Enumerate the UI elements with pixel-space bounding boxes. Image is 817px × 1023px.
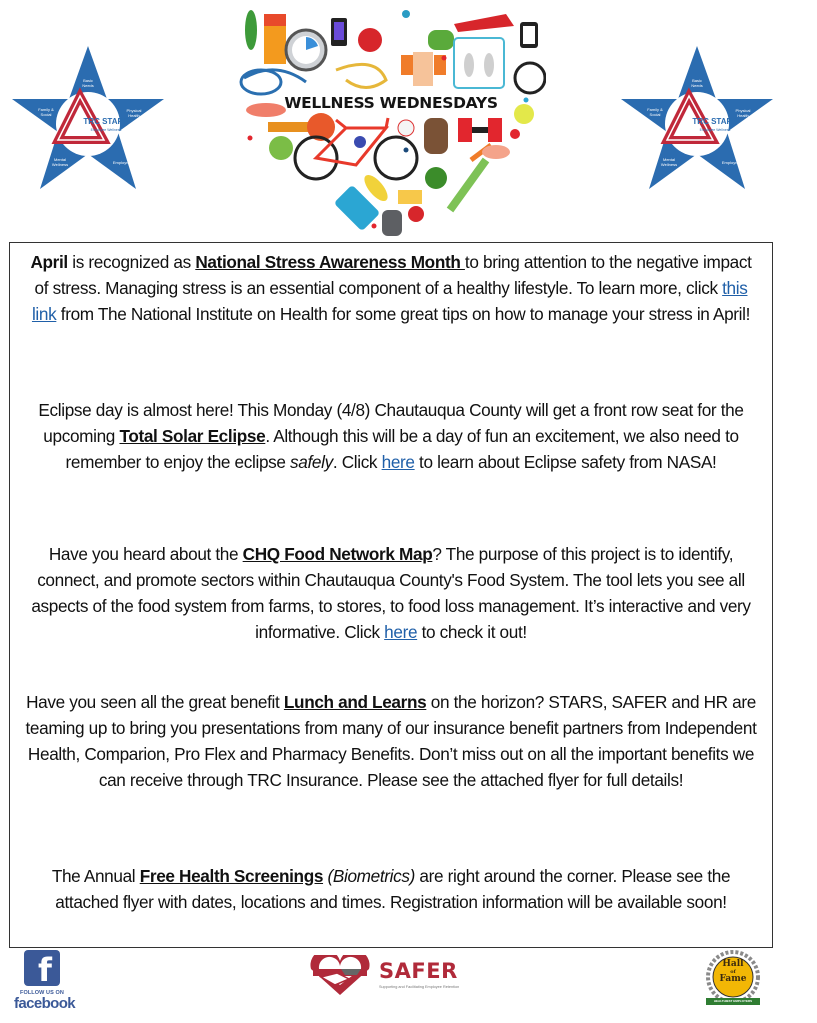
trc-stars-logo-left	[8, 44, 168, 194]
p4-text: Have you seen all the great benefit	[26, 692, 284, 712]
stress-awareness-month-heading: National Stress Awareness Month	[195, 252, 465, 272]
svg-text:Wellness: Wellness	[51, 162, 69, 167]
p5-text: are right around the corner. Please see the attached flyer with dates, locations and times. Registration information will be available soon!	[55, 866, 731, 912]
svg-text:Family &: Family &	[647, 107, 663, 112]
p3-text: ? The purpose of this project is to identify, connect, and promote sectors within Chautauqua County's Food System. The tool lets you see all aspects of the food system from farms, to stores, to food loss management. It’s interactive and very informative. Click	[31, 544, 751, 642]
p1-text: is recognized as	[67, 252, 196, 272]
paragraph-stress-awareness	[10, 249, 772, 327]
wellness-wednesdays-banner	[236, 0, 546, 240]
svg-text:Basic: Basic	[692, 78, 702, 83]
svg-text:Basic: Basic	[83, 78, 93, 83]
svg-text:Wellness: Wellness	[660, 162, 678, 167]
hof-ribbon: HEALTHIEST EMPLOYERS	[706, 998, 760, 1005]
svg-text:Employment: Employment	[112, 160, 136, 165]
paragraph-solar-eclipse	[10, 397, 772, 475]
svg-text:Health: Health	[737, 113, 749, 118]
p2-text: . Although this will be a day of fun an excitement, we also need to remember to enjoy the eclipse	[65, 426, 739, 472]
p5-text: The Annual	[51, 866, 140, 886]
paragraph-food-network	[10, 541, 772, 645]
safer-wordmark: SAFER	[379, 959, 458, 983]
biometrics-italic: (Biometrics)	[327, 866, 415, 886]
banner-title: WELLNESS WEDNESDAYS	[284, 94, 498, 112]
hof-line3: Fame	[719, 974, 747, 984]
svg-text:Employee Wellness: Employee Wellness	[90, 128, 122, 132]
facebook-icon: f	[24, 950, 60, 986]
p3-text: Have you heard about the	[48, 544, 243, 564]
food-network-link[interactable]: here	[384, 622, 418, 642]
heart-handshake-icon	[305, 955, 375, 997]
star-icon	[8, 44, 168, 194]
p1-text: to bring attention to the negative impact of stress. Managing stress is an essential component of a healthy lifestyle. To learn more, click	[34, 252, 752, 298]
svg-text:Family &: Family &	[38, 107, 54, 112]
hof-line2: of	[730, 969, 736, 975]
safely-italic: safely	[290, 452, 333, 472]
svg-text:Mental: Mental	[53, 157, 67, 162]
star-icon	[617, 44, 777, 194]
facebook-wordmark: facebook	[14, 995, 76, 1012]
svg-text:TRC STARS: TRC STARS	[692, 117, 738, 126]
wellness-heart-collage-icon	[236, 0, 546, 240]
chq-food-network-heading: CHQ Food Network Map	[242, 544, 433, 564]
total-solar-eclipse-heading: Total Solar Eclipse	[119, 426, 266, 446]
svg-text:TRC STARS: TRC STARS	[83, 117, 129, 126]
p2-text: . Click	[332, 452, 382, 472]
p4-text: on the horizon? STARS, SAFER and HR are teaming up to bring you presentations from many of our insurance benefit partners from Independent Health, Comparion, Pro Flex and Pharmacy Benefits. Don’t miss out on all the important benefits we can receive through TRC Insurance. Please see the attached flyer for full details!	[25, 692, 757, 790]
newsletter-content-box	[9, 242, 773, 948]
svg-text:Social: Social	[649, 112, 661, 117]
safer-logo	[305, 955, 480, 995]
svg-text:Physical: Physical	[735, 108, 751, 113]
safer-tagline: Supporting and Facilitating Employee Retention	[379, 985, 460, 989]
svg-text:Health: Health	[128, 113, 140, 118]
svg-text:Employee Wellness: Employee Wellness	[699, 128, 731, 132]
nih-stress-link[interactable]: this link	[31, 278, 748, 324]
hof-line1: Hall	[722, 959, 744, 969]
svg-text:Physical: Physical	[126, 108, 142, 113]
lunch-and-learns-heading: Lunch and Learns	[283, 692, 427, 712]
paragraph-lunch-and-learns	[10, 689, 772, 793]
facebook-follow-link[interactable]	[14, 950, 76, 1016]
svg-text:Social: Social	[40, 112, 52, 117]
p2-text: to learn about Eclipse safety from NASA!	[414, 452, 717, 472]
free-health-screenings-heading: Free Health Screenings	[139, 866, 324, 886]
svg-text:Needs: Needs	[82, 83, 94, 88]
april-bold: April	[30, 252, 68, 272]
hall-of-fame-badge	[702, 950, 764, 1010]
p2-text: Eclipse day is almost here! This Monday (4/8) Chautauqua County will get a front row seat for the upcoming	[38, 400, 744, 446]
svg-text:Mental: Mental	[662, 157, 676, 162]
trc-stars-logo-right	[617, 44, 777, 194]
paragraph-health-screenings	[10, 863, 772, 915]
p1-text: from The National Institute on Health for some great tips on how to manage your stress in April!	[56, 304, 751, 324]
follow-us-label: FOLLOW US ON	[20, 990, 64, 996]
hall-of-fame-text	[702, 960, 764, 984]
svg-text:Employment: Employment	[721, 160, 745, 165]
svg-text:Needs: Needs	[691, 83, 703, 88]
p3-text: to check it out!	[417, 622, 527, 642]
nasa-eclipse-link[interactable]: here	[381, 452, 415, 472]
